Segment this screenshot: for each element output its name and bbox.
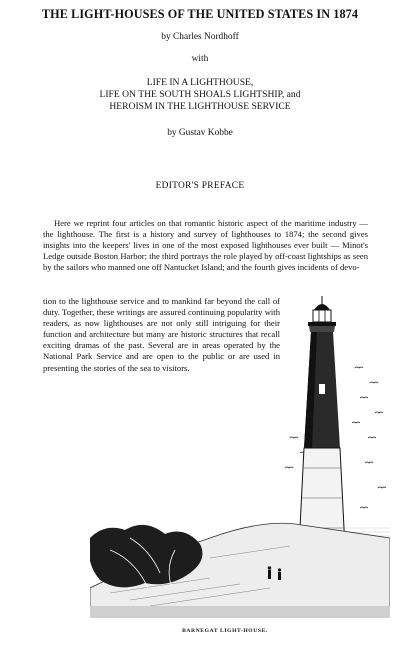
byline-nordhoff: by Charles Nordhoff: [161, 32, 239, 42]
subtitle-line-1: LIFE IN A LIGHTHOUSE,: [146, 77, 254, 88]
subtitle-line-2: LIFE ON THE SOUTH SHOALS LIGHTSHIP, and: [99, 89, 301, 100]
byline-kobbe: by Gustav Kobbe: [167, 128, 233, 138]
illustration-caption: BARNEGAT LIGHT-HOUSE.: [182, 628, 268, 634]
with-connector: with: [191, 54, 209, 64]
subtitle-line-3: HEROISM IN THE LIGHTHOUSE SERVICE: [109, 101, 291, 112]
lighthouse-engraving: [90, 288, 390, 618]
preface-text-part-2: tion to the lighthouse service and to mankind far beyond the call of duty. Together, these writings are assured continuing popularity with readers, as now lighthouses are not only still intriguing for their function and architecture but many are historic structures that recall exciting dramas of the past. Several are in areas operated by the National Park Service and are open to the public or are used in presenting the stories of the sea to visitors.: [43, 296, 280, 373]
book-title: THE LIGHT-HOUSES OF THE UNITED STATES IN 1874: [41, 7, 359, 21]
preface-text-part-1: Here we reprint four articles on that romantic historic aspect of the maritime industry — the lighthouse. The first is a history and survey of lighthouses to 1874; the second gives insights into the keepers' lives in one of the most exposed lighthouses ever built — Minot's Ledge outside Boston Harbor; the third portrays the role played by off-coast lightships as seen by the sailors who manned one off Nantucket Island; and the fourth gives incidents of devo-: [43, 218, 368, 273]
preface-heading: EDITOR'S PREFACE: [155, 181, 245, 191]
preface-paragraph-full: [43, 218, 368, 273]
